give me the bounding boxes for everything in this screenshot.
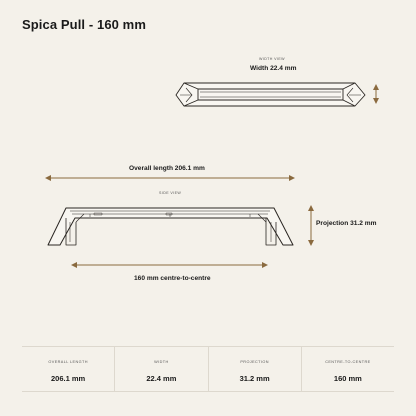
- centre-to-centre-label: 160 mm centre-to-centre: [134, 275, 211, 282]
- page-title: Spica Pull - 160 mm: [22, 17, 147, 32]
- spec-label: CENTRE-TO-CENTRE: [325, 360, 371, 364]
- spec-value: 160 mm: [333, 374, 362, 383]
- spec-label: OVERALL LENGTH: [48, 360, 88, 364]
- spec-value: 31.2 mm: [239, 374, 270, 383]
- spec-centre-to-centre: [302, 347, 394, 391]
- spec-overall-length: [22, 347, 115, 391]
- width-view-handle: [176, 83, 365, 106]
- projection-label: Projection 31.2 mm: [316, 220, 377, 227]
- specs-table: [22, 346, 394, 392]
- spec-value: 206.1 mm: [51, 374, 86, 383]
- spec-label: WIDTH: [154, 360, 169, 364]
- spec-projection: [209, 347, 302, 391]
- width-label: Width 22.4 mm: [250, 65, 297, 72]
- width-view-caption: WIDTH VIEW: [259, 57, 285, 61]
- side-view-caption: SIDE VIEW: [159, 191, 182, 195]
- spec-label: PROJECTION: [240, 360, 269, 364]
- spec-width: [115, 347, 208, 391]
- spec-value: 22.4 mm: [146, 374, 177, 383]
- overall-length-label: Overall length 206.1 mm: [129, 165, 205, 172]
- side-view-handle: [48, 208, 293, 245]
